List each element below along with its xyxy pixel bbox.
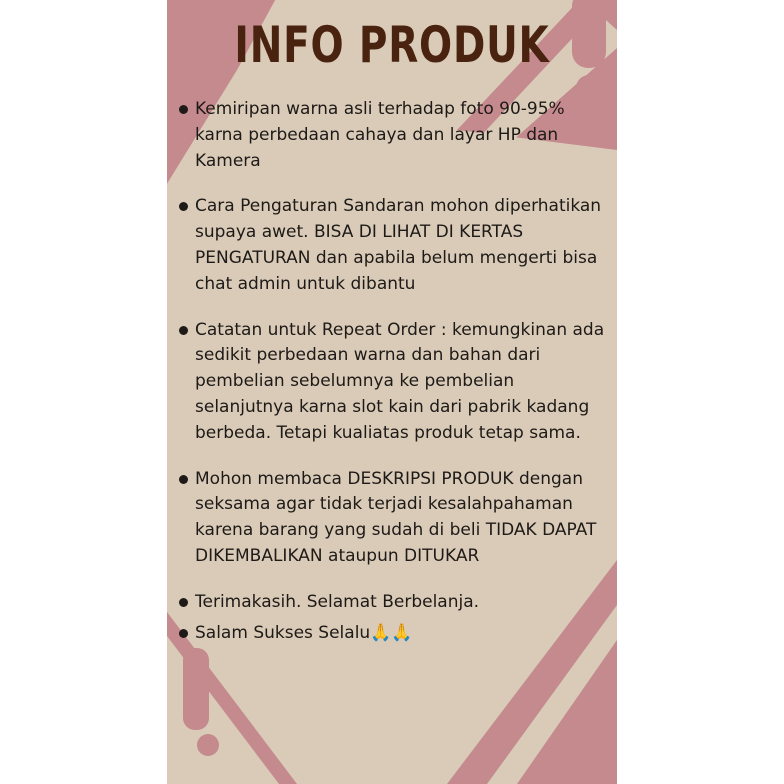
bullet-icon (179, 629, 188, 638)
info-list (177, 97, 613, 646)
bullet-icon (179, 598, 188, 607)
page-title: INFO PRODUK (234, 16, 550, 74)
list-item (177, 467, 613, 570)
bullet-icon (179, 202, 188, 211)
exclamation-bar (572, 0, 606, 68)
bullet-icon (179, 105, 188, 114)
bullet-icon (179, 326, 188, 335)
list-item-text: Salam Sukses Selalu🙏🙏 (195, 622, 413, 643)
list-item (177, 97, 613, 174)
list-item-text: Mohon membaca DESKRIPSI PRODUK dengan seksama agar tidak terjadi kesalahpahaman karena barang yang sudah di beli TIDAK DAPAT DIKEMBALIKAN ataupun DITUKAR (195, 468, 597, 566)
list-item (177, 194, 613, 297)
exclamation-dot-bottom-left (197, 734, 219, 756)
bullet-icon (179, 475, 188, 484)
list-item (177, 621, 613, 647)
list-item (177, 318, 613, 447)
exclamation-bar-bottom-left (183, 648, 209, 730)
list-item-text: Kemiripan warna asli terhadap foto 90-95% karna perbedaan cahaya dan layar HP dan Kamera (195, 99, 565, 171)
list-item (177, 590, 613, 616)
list-item-text: Catatan untuk Repeat Order : kemungkinan ada sedikit perbedaan warna dan bahan dari pembelian sebelumnya ke pembelian selanjutnya karna slot kain dari pabrik kadang berbeda. Tetapi kualiatas produk tetap sama. (195, 319, 605, 443)
list-item-text: Terimakasih. Selamat Berbelanja. (195, 591, 480, 612)
info-card (167, 0, 617, 784)
list-item-text: Cara Pengaturan Sandaran mohon diperhatikan supaya awet. BISA DI LIHAT DI KERTAS PENGATURAN dan apabila belum mengerti bisa chat admin untuk dibantu (195, 196, 602, 294)
